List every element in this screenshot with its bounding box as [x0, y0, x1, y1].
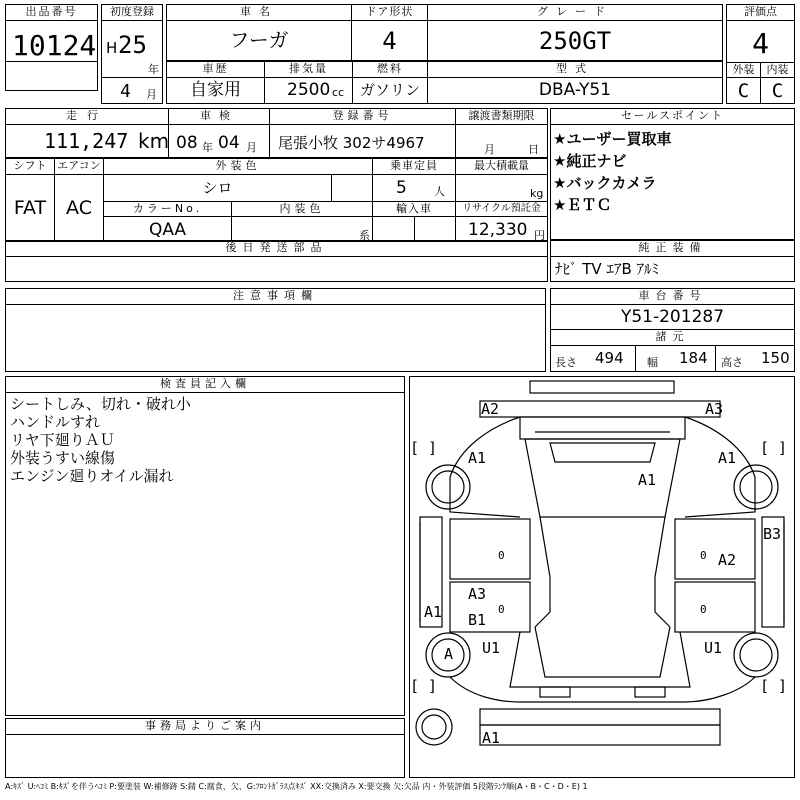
inspector-note: 外装うすい線傷 — [10, 449, 116, 467]
interior-score: C — [771, 80, 784, 102]
color-number: QAA — [148, 220, 187, 240]
bracket-mark: [ ] — [760, 439, 788, 457]
damage-mark: U1 — [704, 639, 723, 657]
inspection-month-unit: 月 — [246, 141, 257, 154]
plate-number: 尾張小牧 302サ4967 — [278, 134, 425, 152]
damage-mark: A3 — [468, 585, 487, 603]
genuine-equipment-box — [550, 240, 795, 282]
inspector-note: エンジン廻りオイル漏れ — [10, 467, 174, 485]
height: 150 — [761, 349, 790, 367]
sales-points-header: セールスポイント — [620, 109, 724, 122]
car-name: フーガ — [229, 28, 289, 52]
max-load-header: 最大積載量 — [474, 159, 529, 172]
fuel-header: 燃料 — [377, 62, 403, 75]
score-header: 評価点 — [744, 5, 777, 18]
mileage-header: 走行 — [66, 109, 108, 122]
genuine-equip-header: 純正装備 — [638, 241, 707, 254]
first-reg-month-unit: 月 — [146, 88, 157, 101]
aircon: AC — [66, 197, 92, 219]
damage-mark: A1 — [468, 449, 487, 467]
later-parts-box — [5, 240, 548, 282]
grade-header: グレード — [537, 5, 613, 18]
mileage-box — [5, 108, 548, 158]
interior-color-unit: 系 — [359, 229, 370, 242]
overall-score: 4 — [752, 27, 769, 60]
capacity-unit: 人 — [434, 185, 445, 198]
fuel: ガソリン — [359, 81, 420, 99]
damage-mark: 0 — [498, 603, 505, 616]
exterior-score: C — [737, 80, 750, 102]
inspection-year-unit: 年 — [202, 141, 213, 154]
capacity-header: 乗車定員 — [390, 159, 438, 172]
car-name-box — [166, 4, 352, 61]
import-header: 輸入車 — [396, 202, 432, 215]
aircon-header: エアコン — [57, 159, 101, 172]
exterior-header: 外装 — [732, 63, 755, 76]
displacement-unit: cc — [332, 86, 345, 99]
displacement: 2500 — [287, 80, 331, 100]
damage-mark: A3 — [705, 400, 724, 418]
damage-mark: A2 — [481, 400, 500, 418]
inspector-note: シートしみ、切れ・破れ小 — [10, 395, 191, 413]
lot-number-box — [5, 4, 98, 91]
max-load-unit: kg — [530, 187, 544, 200]
recycle-unit: 円 — [534, 229, 545, 242]
first-reg-year: 25 — [118, 31, 147, 59]
plate-header: 登録番号 — [332, 109, 393, 122]
length: 494 — [595, 349, 624, 367]
sales-point-item: ★純正ナビ — [553, 152, 627, 170]
mileage-unit: km — [138, 129, 170, 153]
bracket-mark: [ ] — [760, 677, 788, 695]
genuine-equipment: ﾅﾋﾞ TV ｴｱB ｱﾙﾐ — [555, 260, 660, 278]
chassis-header: 車台番号 — [638, 289, 707, 302]
details-box — [5, 158, 548, 242]
damage-mark: U1 — [482, 639, 501, 657]
office-notes-header: 事務局よりご案内 — [145, 719, 265, 732]
door-box — [351, 4, 428, 61]
first-reg-header: 初度登録 — [110, 5, 154, 18]
color-header: 外装色 — [215, 159, 261, 172]
inspection-header: 車検 — [200, 109, 238, 122]
first-registration-box — [101, 4, 163, 104]
height-label: 高さ — [721, 356, 743, 369]
damage-mark: 0 — [498, 549, 505, 562]
sales-point-item: ★バックカメラ — [553, 174, 657, 192]
inspector-note: リヤ下廻りＡＵ — [10, 431, 115, 449]
shift-header: シフト — [13, 159, 47, 172]
inspector-notes-box — [5, 376, 405, 716]
spec-row — [166, 61, 723, 104]
car-name-header: 車名 — [240, 5, 278, 18]
width-label: 幅 — [647, 356, 658, 369]
car-outline — [410, 377, 794, 777]
width: 184 — [679, 349, 708, 367]
notes-box — [5, 288, 546, 372]
damage-mark: A1 — [638, 471, 657, 489]
damage-mark: B1 — [468, 611, 487, 629]
door-header: ドア形状 — [365, 5, 414, 18]
damage-mark: 0 — [700, 549, 707, 562]
specs-header: 諸元 — [655, 330, 690, 343]
history-header: 車歴 — [202, 62, 229, 75]
capacity: 5 — [396, 178, 407, 198]
first-reg-era: H — [106, 39, 118, 57]
grade-box — [427, 4, 723, 61]
color-no-header: カラーNo. — [132, 202, 203, 215]
model: DBA-Y51 — [538, 80, 612, 100]
chassis-box — [550, 288, 795, 372]
door-count: 4 — [382, 27, 397, 55]
first-reg-year-unit: 年 — [148, 63, 159, 76]
damage-mark: B3 — [763, 525, 782, 543]
interior-header: 内装 — [766, 63, 789, 76]
lot-number-header: 出品番号 — [25, 5, 78, 18]
exterior-color: シロ — [202, 179, 233, 197]
inspection-year: 08 — [176, 133, 198, 153]
chassis-number: Y51-201287 — [620, 307, 725, 327]
legend: A:ｷｽﾞ U:ﾍｺﾐ B:ｷｽﾞを伴うﾍｺﾐ P:要塗装 W:補修跡 S:錆 C:腐食、欠、G:ﾌﾛﾝﾄｶﾞﾗｽ点ｷｽﾞ XX:交換済み X:要交換 欠:欠品 内・外装評価 5段階ﾗﾝｸ順(A・B・C・D・E) 1 — [5, 782, 588, 791]
transfer-doc-header: 譲渡書類期限 — [468, 109, 535, 122]
damage-mark: 0 — [700, 603, 707, 616]
sales-points-box — [550, 108, 795, 240]
damage-mark: A1 — [718, 449, 737, 467]
model-header: 型式 — [556, 62, 594, 75]
damage-mark: A — [444, 645, 454, 663]
notes-header: 注意事項欄 — [233, 289, 318, 302]
length-label: 長さ — [555, 356, 577, 369]
inspector-notes-header: 検査員記入欄 — [160, 377, 250, 390]
interior-color-header: 内装色 — [279, 202, 325, 215]
grade: 250GT — [538, 27, 612, 55]
bracket-mark: [ ] — [410, 439, 438, 457]
first-reg-month: 4 — [120, 81, 131, 102]
recycle-header: リサイクル預託金 — [462, 203, 541, 214]
transfer-month-unit: 月 — [484, 143, 495, 156]
transfer-day-unit: 日 — [528, 143, 539, 156]
damage-mark: A1 — [424, 603, 443, 621]
office-notes-box — [5, 718, 405, 778]
later-parts-header: 後日発送部品 — [225, 241, 328, 254]
sales-point-item: ★ＥＴＣ — [553, 196, 612, 214]
lot-number: 10124 — [12, 29, 97, 62]
sales-point-item: ★ユーザー買取車 — [553, 130, 672, 148]
history: 自家用 — [190, 80, 241, 100]
shift: FAT — [13, 197, 47, 219]
damage-mark: A2 — [718, 551, 737, 569]
displacement-header: 排気量 — [289, 62, 328, 75]
bracket-mark: [ ] — [410, 677, 438, 695]
inspection-month: 04 — [218, 133, 240, 153]
damage-mark: A1 — [482, 729, 501, 747]
damage-diagram — [409, 376, 795, 778]
recycle-fee: 12,330 — [468, 220, 528, 240]
mileage: 111,247 — [44, 129, 129, 153]
inspector-note: ハンドルすれ — [10, 413, 101, 431]
score-box — [726, 4, 795, 104]
